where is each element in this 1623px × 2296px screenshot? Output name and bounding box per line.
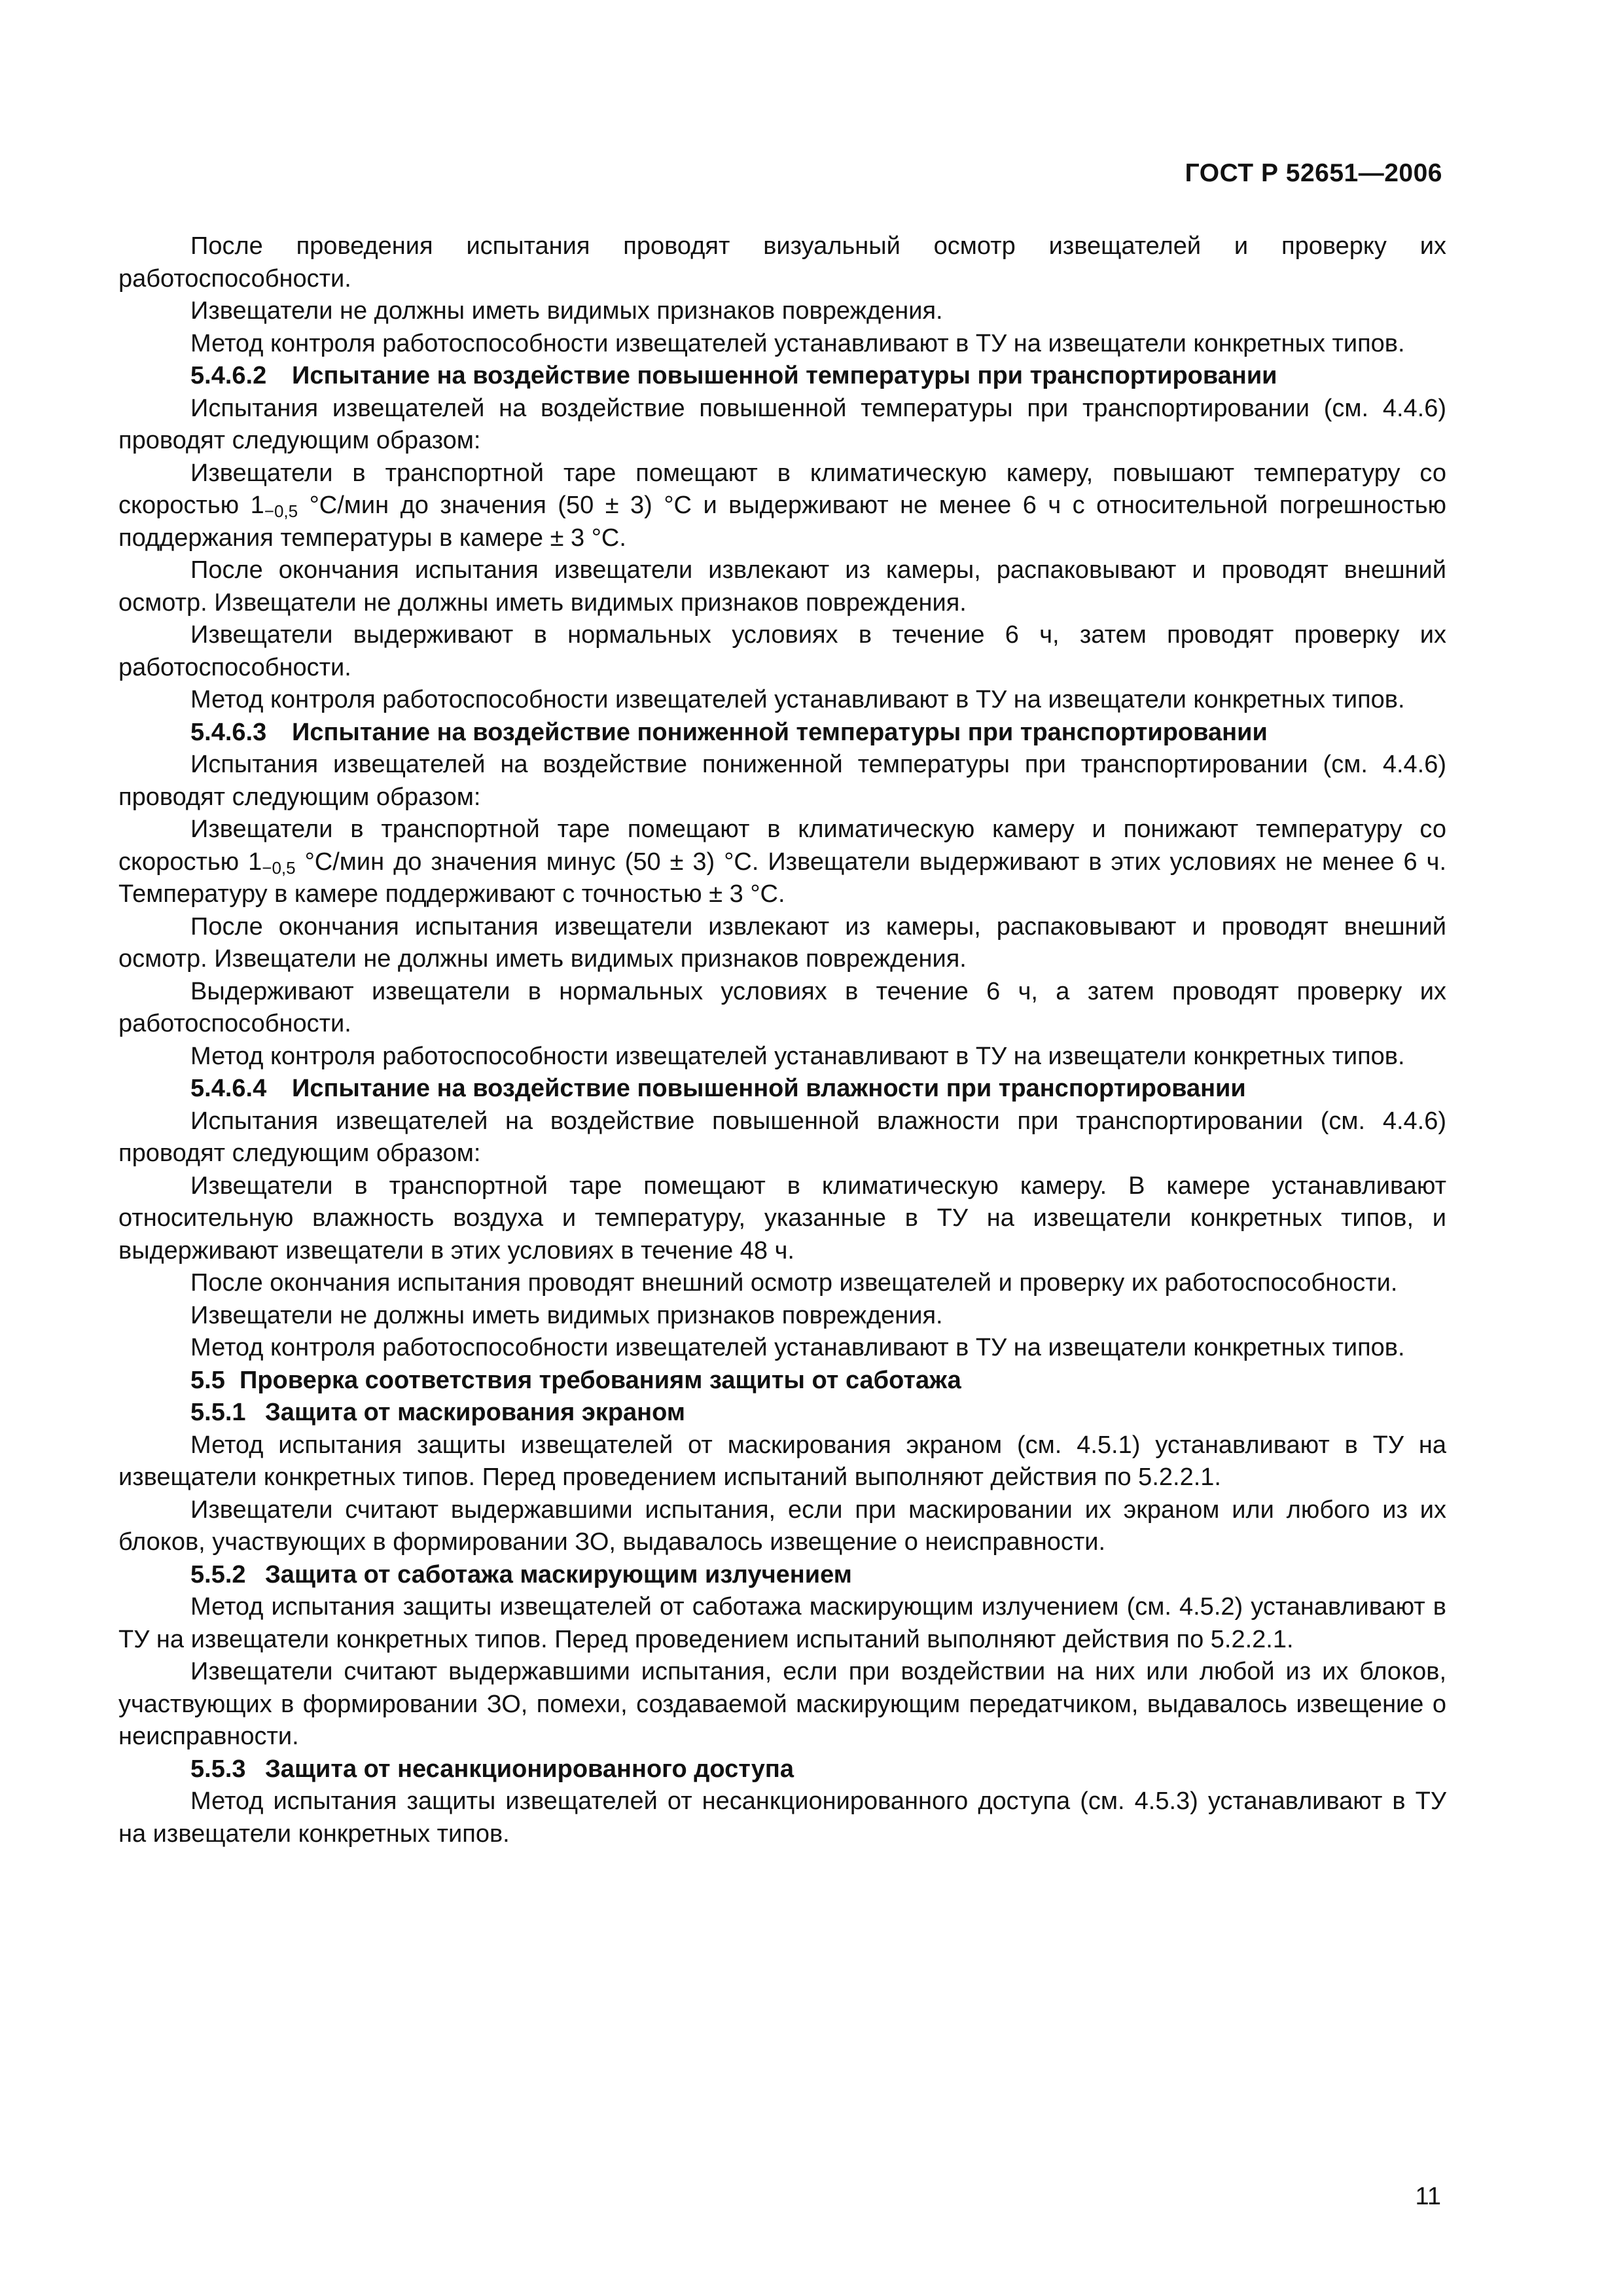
paragraph: Метод контроля работоспособности извещателей устанавливают в ТУ на извещатели конкретных типов. (190, 686, 1405, 713)
section-heading-5-5 (118, 1365, 1446, 1397)
section-title: Испытание на воздействие пониженной температуры при транспортировании (292, 718, 1268, 746)
paragraph: Метод испытания защиты извещателей от маскирования экраном (см. 4.5.1) устанавливают в ТУ на извещатели конкретных типов. Перед проведением испытаний выполняют действия по 5.2.2.1. (118, 1431, 1446, 1491)
section-heading-5-5-1 (118, 1397, 1446, 1429)
section-title: Проверка соответствия требованиям защиты от саботажа (240, 1366, 961, 1394)
paragraph: Метод испытания защиты извещателей от несанкционированного доступа (см. 4.5.3) устанавливают в ТУ на извещатели конкретных типов. (118, 1787, 1446, 1848)
document-code: ГОСТ Р 52651—2006 (1185, 159, 1442, 187)
paragraph: Испытания извещателей на воздействие пониженной температуры при транспортировании (см. 4.4.6) проводят следующим образом: (118, 751, 1446, 811)
section-number: 5.5.1 (190, 1399, 246, 1426)
tolerance-subscript: −0,5 (262, 857, 296, 878)
section-title: Испытание на воздействие повышенной температуры при транспортировании (292, 362, 1277, 389)
section-title: Защита от несанкционированного доступа (265, 1755, 794, 1783)
paragraph: Извещатели выдерживают в нормальных условиях в течение 6 ч, затем проводят проверку их работоспособности. (118, 621, 1446, 681)
section-number: 5.5 (190, 1366, 225, 1394)
paragraph: Извещатели не должны иметь видимых признаков повреждения. (190, 1301, 943, 1329)
paragraph-with-subscript: Извещатели в транспортной таре помещают в климатическую камеру, повышают температуру со скоростью $1_{-0,5}$ °С/мин до значения (50 ± 3) °С и выдерживают не менее 6 ч с относительной погрешностью поддержания температуры в камере ± 3 °С. (118, 459, 1446, 552)
page-number: 11 (1415, 2183, 1441, 2210)
section-heading-5-4-6-2 (118, 360, 1446, 393)
paragraph: После проведения испытания проводят визуальный осмотр извещателей и проверку их работоспособности. (118, 232, 1446, 293)
paragraph: Метод контроля работоспособности извещателей устанавливают в ТУ на извещатели конкретных типов. (190, 1334, 1405, 1361)
paragraph-with-subscript: Извещатели в транспортной таре помещают в климатическую камеру и понижают температуру со скоростью $1_{-0,5}$ °С/мин до значения минус (50 ± 3) °С. Извещатели выдерживают в этих условиях не менее 6 ч. Температуру в камере поддерживают с точностью ± 3 °С. (118, 816, 1446, 908)
section-title: Испытание на воздействие повышенной влажности при транспортировании (292, 1075, 1246, 1102)
section-heading-5-5-3 (118, 1753, 1446, 1786)
paragraph: Выдерживают извещатели в нормальных условиях в течение 6 ч, а затем проводят проверку их работоспособности. (118, 977, 1446, 1037)
paragraph: Метод испытания защиты извещателей от саботажа маскирующим излучением (см. 4.5.2) устанавливают в ТУ на извещатели конкретных типов. Перед проведением испытаний выполняют действия по 5.2.2.1. (118, 1593, 1446, 1653)
section-number: 5.5.2 (190, 1560, 246, 1588)
section-heading-5-4-6-4 (118, 1073, 1446, 1105)
paragraph: Извещатели считают выдержавшими испытания, если при маскировании их экраном или любого из их блоков, участвующих в формировании ЗО, выдавалось извещение о неисправности. (118, 1496, 1446, 1556)
section-number: 5.4.6.4 (190, 1075, 267, 1102)
section-number: 5.5.3 (190, 1755, 246, 1783)
section-heading-5-4-6-3 (118, 717, 1446, 749)
section-title: Защита от саботажа маскирующим излучением (265, 1560, 852, 1588)
paragraph: Метод контроля работоспособности извещателей устанавливают в ТУ на извещатели конкретных типов. (190, 329, 1405, 357)
paragraph: После окончания испытания проводят внешний осмотр извещателей и проверку их работоспособности. (190, 1269, 1398, 1297)
paragraph: Извещатели не должны иметь видимых признаков повреждения. (190, 297, 943, 325)
paragraph: Испытания извещателей на воздействие повышенной температуры при транспортировании (см. 4.4.6) проводят следующим образом: (118, 394, 1446, 454)
paragraph: После окончания испытания извещатели извлекают из камеры, распаковывают и проводят внешний осмотр. Извещатели не должны иметь видимых признаков повреждения. (118, 556, 1446, 617)
paragraph: Метод контроля работоспособности извещателей устанавливают в ТУ на извещатели конкретных типов. (190, 1042, 1405, 1070)
paragraph: После окончания испытания извещатели извлекают из камеры, распаковывают и проводят внешний осмотр. Извещатели не должны иметь видимых признаков повреждения. (118, 912, 1446, 973)
section-number: 5.4.6.3 (190, 718, 267, 746)
section-number: 5.4.6.2 (190, 362, 267, 389)
paragraph: Извещатели считают выдержавшими испытания, если при воздействии на них или любой из их блоков, участвующих в формировании ЗО, помехи, создаваемой маскирующим передатчиком, выдавалось извещение о неисправности. (118, 1658, 1446, 1750)
section-heading-5-5-2 (118, 1559, 1446, 1592)
section-title: Защита от маскирования экраном (265, 1399, 685, 1426)
paragraph: Испытания извещателей на воздействие повышенной влажности при транспортировании (см. 4.4.6) проводят следующим образом: (118, 1107, 1446, 1167)
tolerance-subscript: −0,5 (264, 501, 298, 521)
document-body (118, 230, 1446, 1850)
paragraph: Извещатели в транспортной таре помещают в климатическую камеру. В камере устанавливают относительную влажность воздуха и температуру, указанные в ТУ на извещатели конкретных типов, и выдерживают извещатели в этих условиях в течение 48 ч. (118, 1172, 1446, 1265)
